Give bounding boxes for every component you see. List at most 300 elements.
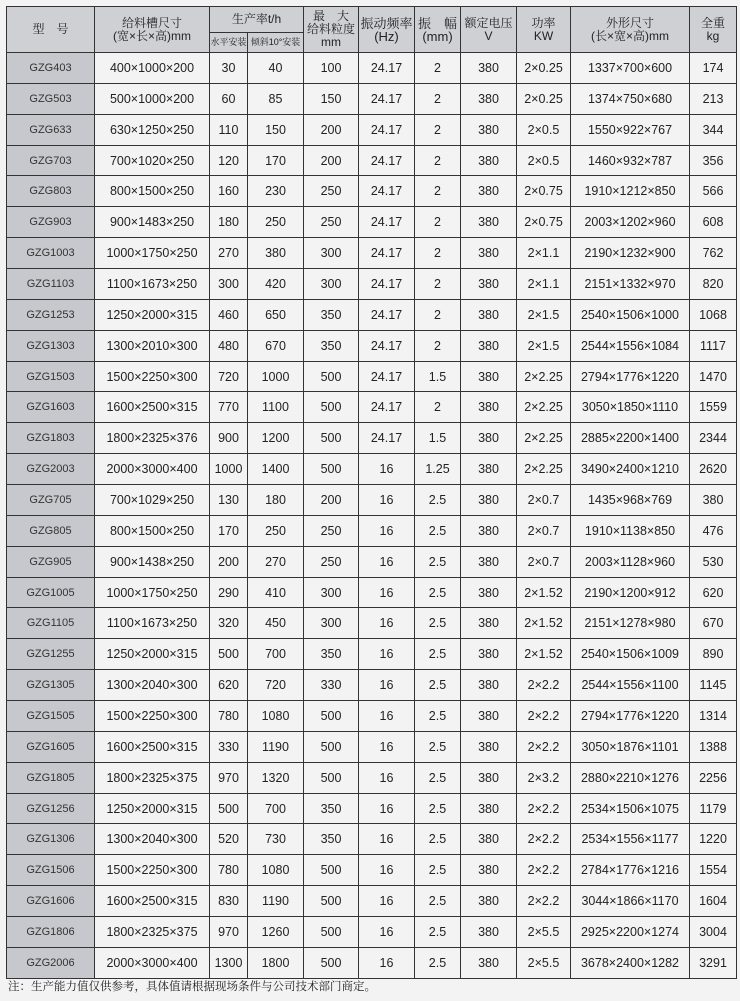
cell-amplitude: 1.5 [415, 361, 461, 392]
header-capacity-horizontal: 水平安装 [210, 33, 248, 53]
cell-power: 2×2.25 [517, 423, 571, 454]
cell-voltage: 380 [461, 114, 517, 145]
header-voltage: 额定电压 V [461, 7, 517, 53]
cell-feed-size: 500×1000×200 [95, 83, 210, 114]
cell-max-size: 250 [304, 176, 359, 207]
cell-voltage: 380 [461, 269, 517, 300]
cell-amplitude: 2.5 [415, 947, 461, 978]
cell-max-size: 350 [304, 330, 359, 361]
cell-dimensions: 1910×1212×850 [571, 176, 690, 207]
cell-weight: 2256 [690, 762, 737, 793]
cell-dimensions: 2925×2200×1274 [571, 917, 690, 948]
cell-amplitude: 2.5 [415, 639, 461, 670]
cell-weight: 762 [690, 238, 737, 269]
cell-model: GZG2003 [7, 454, 95, 485]
cell-capacity-horizontal: 270 [210, 238, 248, 269]
cell-model: GZG703 [7, 145, 95, 176]
cell-feed-size: 1250×2000×315 [95, 793, 210, 824]
table-row [7, 392, 737, 423]
cell-amplitude: 2.5 [415, 577, 461, 608]
cell-max-size: 500 [304, 762, 359, 793]
cell-voltage: 380 [461, 83, 517, 114]
cell-weight: 1145 [690, 670, 737, 701]
cell-weight: 1554 [690, 855, 737, 886]
cell-model: GZG705 [7, 485, 95, 516]
cell-capacity-incline: 700 [248, 793, 304, 824]
table-row [7, 886, 737, 917]
cell-capacity-horizontal: 900 [210, 423, 248, 454]
table-row [7, 917, 737, 948]
cell-power: 2×1.5 [517, 330, 571, 361]
cell-weight: 1179 [690, 793, 737, 824]
cell-voltage: 380 [461, 330, 517, 361]
table-row [7, 577, 737, 608]
cell-feed-size: 2000×3000×400 [95, 454, 210, 485]
cell-weight: 1220 [690, 824, 737, 855]
cell-max-size: 350 [304, 639, 359, 670]
cell-frequency: 24.17 [359, 238, 415, 269]
header-capacity-incline: 倾斜10°安装 [248, 33, 304, 53]
cell-voltage: 380 [461, 701, 517, 732]
cell-capacity-incline: 1100 [248, 392, 304, 423]
cell-model: GZG2006 [7, 947, 95, 978]
cell-capacity-horizontal: 320 [210, 608, 248, 639]
table-row [7, 485, 737, 516]
cell-max-size: 500 [304, 392, 359, 423]
cell-frequency: 16 [359, 701, 415, 732]
cell-feed-size: 2000×3000×400 [95, 947, 210, 978]
cell-model: GZG1103 [7, 269, 95, 300]
cell-feed-size: 900×1438×250 [95, 546, 210, 577]
cell-weight: 213 [690, 83, 737, 114]
cell-capacity-horizontal: 1000 [210, 454, 248, 485]
table-row [7, 83, 737, 114]
cell-amplitude: 2.5 [415, 515, 461, 546]
cell-max-size: 500 [304, 361, 359, 392]
header-feed-size: 给料槽尺寸 (宽×长×高)mm [95, 7, 210, 53]
cell-capacity-horizontal: 480 [210, 330, 248, 361]
cell-amplitude: 2 [415, 330, 461, 361]
cell-weight: 1314 [690, 701, 737, 732]
cell-feed-size: 400×1000×200 [95, 53, 210, 84]
cell-frequency: 24.17 [359, 114, 415, 145]
cell-voltage: 380 [461, 824, 517, 855]
cell-capacity-horizontal: 620 [210, 670, 248, 701]
cell-power: 2×2.2 [517, 701, 571, 732]
cell-model: GZG1605 [7, 731, 95, 762]
cell-weight: 380 [690, 485, 737, 516]
cell-capacity-horizontal: 770 [210, 392, 248, 423]
cell-dimensions: 2540×1506×1000 [571, 299, 690, 330]
cell-model: GZG1256 [7, 793, 95, 824]
cell-capacity-incline: 1320 [248, 762, 304, 793]
cell-capacity-horizontal: 520 [210, 824, 248, 855]
cell-max-size: 350 [304, 824, 359, 855]
cell-feed-size: 1500×2250×300 [95, 701, 210, 732]
cell-frequency: 16 [359, 855, 415, 886]
cell-voltage: 380 [461, 917, 517, 948]
cell-voltage: 380 [461, 793, 517, 824]
cell-weight: 566 [690, 176, 737, 207]
table-row [7, 731, 737, 762]
cell-voltage: 380 [461, 423, 517, 454]
cell-max-size: 200 [304, 145, 359, 176]
cell-max-size: 300 [304, 577, 359, 608]
cell-max-size: 250 [304, 546, 359, 577]
header-dimensions: 外形尺寸 (长×宽×高)mm [571, 7, 690, 53]
header-model: 型 号 [7, 7, 95, 53]
cell-capacity-incline: 670 [248, 330, 304, 361]
cell-capacity-horizontal: 30 [210, 53, 248, 84]
cell-weight: 1388 [690, 731, 737, 762]
cell-dimensions: 3044×1866×1170 [571, 886, 690, 917]
cell-capacity-horizontal: 110 [210, 114, 248, 145]
cell-capacity-incline: 1400 [248, 454, 304, 485]
cell-max-size: 500 [304, 886, 359, 917]
cell-frequency: 16 [359, 515, 415, 546]
cell-power: 2×2.2 [517, 670, 571, 701]
cell-capacity-incline: 250 [248, 515, 304, 546]
table-row [7, 145, 737, 176]
cell-amplitude: 2.5 [415, 731, 461, 762]
cell-max-size: 350 [304, 793, 359, 824]
cell-dimensions: 2540×1506×1009 [571, 639, 690, 670]
cell-capacity-incline: 730 [248, 824, 304, 855]
cell-max-size: 500 [304, 423, 359, 454]
cell-power: 2×0.75 [517, 207, 571, 238]
cell-dimensions: 2534×1556×1177 [571, 824, 690, 855]
cell-feed-size: 1100×1673×250 [95, 608, 210, 639]
cell-capacity-incline: 450 [248, 608, 304, 639]
cell-voltage: 380 [461, 855, 517, 886]
cell-feed-size: 1000×1750×250 [95, 238, 210, 269]
cell-capacity-incline: 40 [248, 53, 304, 84]
cell-feed-size: 630×1250×250 [95, 114, 210, 145]
cell-capacity-incline: 170 [248, 145, 304, 176]
cell-max-size: 500 [304, 701, 359, 732]
cell-power: 2×0.7 [517, 515, 571, 546]
cell-voltage: 380 [461, 886, 517, 917]
cell-dimensions: 3678×2400×1282 [571, 947, 690, 978]
cell-capacity-horizontal: 780 [210, 701, 248, 732]
cell-voltage: 380 [461, 947, 517, 978]
cell-voltage: 380 [461, 238, 517, 269]
cell-power: 2×0.7 [517, 485, 571, 516]
cell-dimensions: 2534×1506×1075 [571, 793, 690, 824]
cell-dimensions: 2880×2210×1276 [571, 762, 690, 793]
table-body [7, 53, 737, 979]
cell-power: 2×1.52 [517, 639, 571, 670]
table-row [7, 546, 737, 577]
cell-power: 2×3.2 [517, 762, 571, 793]
table-row [7, 793, 737, 824]
table-row [7, 947, 737, 978]
cell-frequency: 16 [359, 546, 415, 577]
cell-weight: 620 [690, 577, 737, 608]
cell-power: 2×0.5 [517, 114, 571, 145]
cell-capacity-horizontal: 290 [210, 577, 248, 608]
cell-dimensions: 2003×1128×960 [571, 546, 690, 577]
cell-capacity-horizontal: 720 [210, 361, 248, 392]
cell-amplitude: 2.5 [415, 670, 461, 701]
cell-weight: 2344 [690, 423, 737, 454]
cell-amplitude: 2.5 [415, 608, 461, 639]
cell-frequency: 24.17 [359, 145, 415, 176]
cell-dimensions: 1374×750×680 [571, 83, 690, 114]
cell-voltage: 380 [461, 546, 517, 577]
cell-max-size: 100 [304, 53, 359, 84]
cell-capacity-incline: 85 [248, 83, 304, 114]
cell-voltage: 380 [461, 731, 517, 762]
cell-amplitude: 2.5 [415, 762, 461, 793]
cell-model: GZG905 [7, 546, 95, 577]
cell-voltage: 380 [461, 577, 517, 608]
cell-frequency: 24.17 [359, 269, 415, 300]
cell-capacity-incline: 420 [248, 269, 304, 300]
cell-weight: 530 [690, 546, 737, 577]
cell-frequency: 16 [359, 670, 415, 701]
cell-capacity-incline: 650 [248, 299, 304, 330]
cell-feed-size: 1000×1750×250 [95, 577, 210, 608]
cell-max-size: 300 [304, 608, 359, 639]
cell-capacity-incline: 250 [248, 207, 304, 238]
cell-model: GZG1105 [7, 608, 95, 639]
cell-frequency: 16 [359, 886, 415, 917]
table-row [7, 701, 737, 732]
cell-frequency: 16 [359, 639, 415, 670]
cell-voltage: 380 [461, 176, 517, 207]
header-capacity: 生产率t/h [210, 7, 304, 33]
cell-weight: 608 [690, 207, 737, 238]
table-row [7, 855, 737, 886]
cell-frequency: 24.17 [359, 53, 415, 84]
cell-frequency: 24.17 [359, 361, 415, 392]
cell-model: GZG805 [7, 515, 95, 546]
cell-model: GZG503 [7, 83, 95, 114]
cell-frequency: 16 [359, 577, 415, 608]
cell-dimensions: 2190×1200×912 [571, 577, 690, 608]
cell-power: 2×2.25 [517, 361, 571, 392]
cell-max-size: 300 [304, 269, 359, 300]
cell-dimensions: 1460×932×787 [571, 145, 690, 176]
header-max-size: 最 大 给料粒度 mm [304, 7, 359, 53]
cell-voltage: 380 [461, 670, 517, 701]
table-row [7, 361, 737, 392]
cell-capacity-horizontal: 130 [210, 485, 248, 516]
cell-weight: 3004 [690, 917, 737, 948]
cell-frequency: 16 [359, 731, 415, 762]
cell-dimensions: 1910×1138×850 [571, 515, 690, 546]
cell-capacity-horizontal: 300 [210, 269, 248, 300]
cell-voltage: 380 [461, 392, 517, 423]
cell-weight: 890 [690, 639, 737, 670]
cell-feed-size: 1300×2040×300 [95, 824, 210, 855]
cell-voltage: 380 [461, 299, 517, 330]
cell-capacity-incline: 1200 [248, 423, 304, 454]
cell-capacity-incline: 270 [248, 546, 304, 577]
cell-power: 2×1.5 [517, 299, 571, 330]
cell-max-size: 200 [304, 485, 359, 516]
cell-amplitude: 2.5 [415, 855, 461, 886]
cell-max-size: 500 [304, 454, 359, 485]
cell-model: GZG803 [7, 176, 95, 207]
cell-dimensions: 2003×1202×960 [571, 207, 690, 238]
cell-amplitude: 2 [415, 392, 461, 423]
cell-dimensions: 3050×1850×1110 [571, 392, 690, 423]
cell-model: GZG1306 [7, 824, 95, 855]
cell-model: GZG1303 [7, 330, 95, 361]
cell-weight: 1470 [690, 361, 737, 392]
cell-weight: 2620 [690, 454, 737, 485]
cell-model: GZG403 [7, 53, 95, 84]
footnote: 注：生产能力值仅供参考，具体值请根据现场条件与公司技术部门商定。 [8, 981, 376, 993]
cell-amplitude: 1.25 [415, 454, 461, 485]
cell-weight: 1604 [690, 886, 737, 917]
cell-power: 2×2.2 [517, 793, 571, 824]
cell-amplitude: 2.5 [415, 485, 461, 516]
cell-model: GZG1603 [7, 392, 95, 423]
cell-model: GZG1255 [7, 639, 95, 670]
spec-table-container [6, 6, 736, 979]
cell-feed-size: 1500×2250×300 [95, 361, 210, 392]
cell-frequency: 16 [359, 762, 415, 793]
cell-amplitude: 1.5 [415, 423, 461, 454]
cell-frequency: 24.17 [359, 299, 415, 330]
table-row [7, 114, 737, 145]
cell-frequency: 24.17 [359, 330, 415, 361]
table-row [7, 53, 737, 84]
cell-feed-size: 1250×2000×315 [95, 639, 210, 670]
table-row [7, 515, 737, 546]
cell-dimensions: 2794×1776×1220 [571, 701, 690, 732]
cell-amplitude: 2.5 [415, 793, 461, 824]
table-row [7, 423, 737, 454]
cell-feed-size: 1600×2500×315 [95, 392, 210, 423]
cell-frequency: 16 [359, 608, 415, 639]
cell-frequency: 24.17 [359, 423, 415, 454]
cell-voltage: 380 [461, 515, 517, 546]
cell-capacity-horizontal: 180 [210, 207, 248, 238]
cell-weight: 820 [690, 269, 737, 300]
cell-weight: 1117 [690, 330, 737, 361]
cell-capacity-horizontal: 830 [210, 886, 248, 917]
cell-capacity-incline: 1080 [248, 701, 304, 732]
cell-capacity-horizontal: 120 [210, 145, 248, 176]
cell-voltage: 380 [461, 762, 517, 793]
cell-capacity-horizontal: 500 [210, 793, 248, 824]
cell-feed-size: 1300×2010×300 [95, 330, 210, 361]
table-row [7, 207, 737, 238]
header-power: 功率 KW [517, 7, 571, 53]
cell-power: 2×2.25 [517, 454, 571, 485]
table-row [7, 762, 737, 793]
cell-model: GZG1606 [7, 886, 95, 917]
cell-capacity-horizontal: 330 [210, 731, 248, 762]
cell-capacity-incline: 1190 [248, 731, 304, 762]
cell-dimensions: 3490×2400×1210 [571, 454, 690, 485]
cell-weight: 476 [690, 515, 737, 546]
cell-max-size: 500 [304, 855, 359, 886]
cell-power: 2×5.5 [517, 947, 571, 978]
cell-weight: 344 [690, 114, 737, 145]
cell-dimensions: 2544×1556×1100 [571, 670, 690, 701]
cell-weight: 356 [690, 145, 737, 176]
cell-power: 2×0.75 [517, 176, 571, 207]
cell-capacity-horizontal: 200 [210, 546, 248, 577]
cell-max-size: 500 [304, 917, 359, 948]
cell-weight: 1068 [690, 299, 737, 330]
cell-power: 2×0.5 [517, 145, 571, 176]
cell-dimensions: 2151×1332×970 [571, 269, 690, 300]
cell-dimensions: 2794×1776×1220 [571, 361, 690, 392]
cell-power: 2×0.25 [517, 83, 571, 114]
cell-dimensions: 1550×922×767 [571, 114, 690, 145]
cell-feed-size: 1600×2500×315 [95, 886, 210, 917]
cell-frequency: 16 [359, 824, 415, 855]
cell-model: GZG1305 [7, 670, 95, 701]
table-row [7, 269, 737, 300]
cell-power: 2×2.2 [517, 855, 571, 886]
cell-dimensions: 3050×1876×1101 [571, 731, 690, 762]
cell-amplitude: 2.5 [415, 824, 461, 855]
cell-capacity-horizontal: 970 [210, 762, 248, 793]
table-row [7, 608, 737, 639]
header-amplitude: 振 幅 (mm) [415, 7, 461, 53]
cell-feed-size: 1800×2325×376 [95, 423, 210, 454]
cell-voltage: 380 [461, 485, 517, 516]
cell-power: 2×2.2 [517, 731, 571, 762]
cell-power: 2×1.52 [517, 577, 571, 608]
cell-feed-size: 1500×2250×300 [95, 855, 210, 886]
cell-capacity-horizontal: 460 [210, 299, 248, 330]
cell-max-size: 300 [304, 238, 359, 269]
cell-amplitude: 2 [415, 176, 461, 207]
cell-dimensions: 2784×1776×1216 [571, 855, 690, 886]
table-row [7, 639, 737, 670]
cell-model: GZG1506 [7, 855, 95, 886]
cell-frequency: 16 [359, 485, 415, 516]
cell-dimensions: 2885×2200×1400 [571, 423, 690, 454]
cell-amplitude: 2 [415, 114, 461, 145]
table-row [7, 454, 737, 485]
cell-weight: 670 [690, 608, 737, 639]
header-frequency: 振动频率 (Hz) [359, 7, 415, 53]
cell-capacity-incline: 720 [248, 670, 304, 701]
cell-model: GZG1805 [7, 762, 95, 793]
cell-capacity-incline: 1000 [248, 361, 304, 392]
cell-power: 2×2.25 [517, 392, 571, 423]
cell-power: 2×2.2 [517, 824, 571, 855]
cell-capacity-horizontal: 160 [210, 176, 248, 207]
cell-capacity-incline: 1800 [248, 947, 304, 978]
cell-max-size: 330 [304, 670, 359, 701]
cell-feed-size: 900×1483×250 [95, 207, 210, 238]
cell-capacity-incline: 1080 [248, 855, 304, 886]
cell-dimensions: 2190×1232×900 [571, 238, 690, 269]
cell-weight: 1559 [690, 392, 737, 423]
cell-capacity-horizontal: 60 [210, 83, 248, 114]
cell-max-size: 350 [304, 299, 359, 330]
cell-max-size: 250 [304, 207, 359, 238]
cell-model: GZG1803 [7, 423, 95, 454]
cell-power: 2×1.1 [517, 238, 571, 269]
cell-capacity-incline: 380 [248, 238, 304, 269]
cell-feed-size: 700×1029×250 [95, 485, 210, 516]
cell-amplitude: 2 [415, 83, 461, 114]
cell-power: 2×0.25 [517, 53, 571, 84]
cell-voltage: 380 [461, 53, 517, 84]
cell-amplitude: 2.5 [415, 886, 461, 917]
